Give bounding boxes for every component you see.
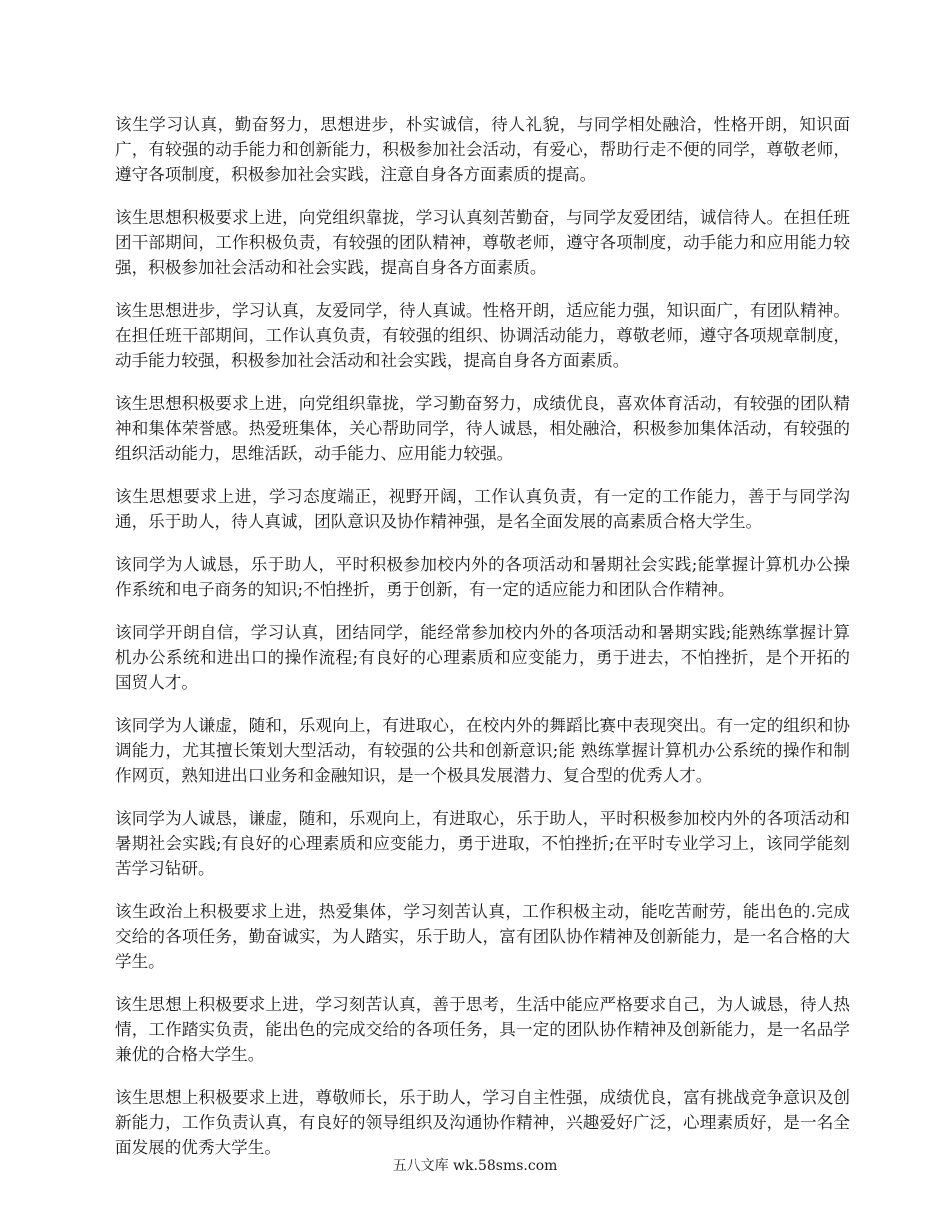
paragraph: 该同学开朗自信，学习认真，团结同学，能经常参加校内外的各项活动和暑期实践;能熟练掌握计算机办公系统和进出口的操作流程;有良好的心理素质和应变能力，勇于进去，不怕挫折，是个开拓的国贸人才。 [115, 623, 850, 692]
paragraph: 该生政治上积极要求上进，热爱集体，学习刻苦认真，工作积极主动，能吃苦耐劳，能出色的.完成交给的各项任务，勤奋诚实，为人踏实，乐于助人，富有团队协作精神及创新能力，是一名合格的大学生。 [115, 902, 850, 971]
paragraph: 该同学为人谦虚，随和，乐观向上，有进取心，在校内外的舞蹈比赛中表现突出。有一定的组织和协调能力，尤其擅长策划大型活动，有较强的公共和创新意识;能 熟练掌握计算机办公系统的操作和制作网页，熟知进出口业务和金融知识，是一个极具发展潜力、复合型的优秀人才。 [115, 716, 850, 785]
paragraph: 该生思想积极要求上进，向党组织靠拢，学习勤奋努力，成绩优良，喜欢体育活动，有较强的团队精神和集体荣誉感。热爱班集体，关心帮助同学，待人诚恳，相处融洽，积极参加集体活动，有较强的组织活动能力，思维活跃，动手能力、应用能力较强。 [115, 394, 850, 463]
paragraph: 该生思想要求上进，学习态度端正，视野开阔，工作认真负责，有一定的工作能力，善于与同学沟通，乐于助人，待人真诚，团队意识及协作精神强，是名全面发展的高素质合格大学生。 [115, 487, 850, 531]
paragraph: 该生学习认真，勤奋努力，思想进步，朴实诚信，待人礼貌，与同学相处融洽，性格开朗，知识面广，有较强的动手能力和创新能力，积极参加社会活动，有爱心，帮助行走不便的同学，尊敬老师，遵守各项制度，积极参加社会实践，注意自身各方面素质的提高。 [115, 115, 850, 184]
paragraph: 该生思想上积极要求上进，学习刻苦认真，善于思考，生活中能应严格要求自己，为人诚恳，待人热情，工作踏实负责，能出色的完成交给的各项任务，具一定的团队协作精神及创新能力，是一名品学兼优的合格大学生。 [115, 995, 850, 1064]
footer-source: 五八文库 wk.58sms.com [392, 1158, 558, 1174]
paragraph: 该生思想上积极要求上进，尊敬师长，乐于助人，学习自主性强，成绩优良，富有挑战竞争意识及创新能力，工作负责认真，有良好的领导组织及沟通协作精神，兴趣爱好广泛，心理素质好，是一名全面发展的优秀大学生。 [115, 1088, 850, 1157]
paragraph: 该生思想进步，学习认真，友爱同学，待人真诚。性格开朗，适应能力强，知识面广，有团队精神。在担任班干部期间，工作认真负责，有较强的组织、协调活动能力，尊敬老师，遵守各项规章制度，动手能力较强，积极参加社会活动和社会实践，提高自身各方面素质。 [115, 301, 850, 370]
paragraph: 该同学为人诚恳，乐于助人，平时积极参加校内外的各项活动和暑期社会实践;能掌握计算机办公操作系统和电子商务的知识;不怕挫折，勇于创新，有一定的适应能力和团队合作精神。 [115, 555, 850, 599]
paragraph: 该生思想积极要求上进，向党组织靠拢，学习认真刻苦勤奋，与同学友爱团结，诚信待人。在担任班团干部期间，工作积极负责，有较强的团队精神，尊敬老师，遵守各项制度，动手能力和应用能力较强，积极参加社会活动和社会实践，提高自身各方面素质。 [115, 208, 850, 277]
document-body [115, 112, 850, 1178]
paragraph: 该同学为人诚恳，谦虚，随和，乐观向上，有进取心，乐于助人，平时积极参加校内外的各项活动和暑期社会实践;有良好的心理素质和应变能力，勇于进取，不怕挫折;在平时专业学习上，该同学能刻苦学习钻研。 [115, 809, 850, 878]
